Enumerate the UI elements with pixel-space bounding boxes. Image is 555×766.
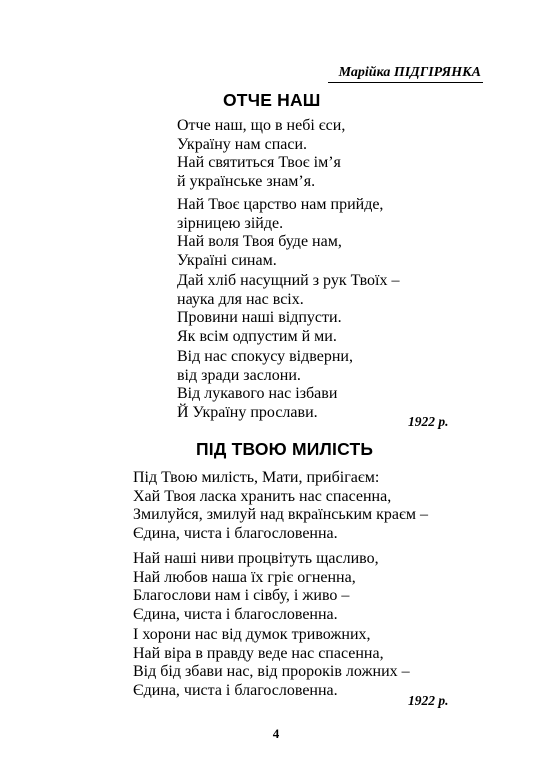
poem-title: ПІД ТВОЮ МИЛІСТЬ: [196, 439, 374, 459]
stanza: [133, 469, 428, 543]
poem-line: Єдина, чиста і благословенна.: [133, 605, 338, 623]
poem-line: Най воля Твоя буде нам,: [177, 233, 342, 250]
poem-line: Як всім одпустим й ми.: [177, 327, 337, 345]
poem-title: ОТЧЕ НАШ: [223, 90, 321, 110]
poem-line: Від лукавого нас ізбави: [177, 385, 338, 402]
poem-line: Най святиться Твоє ім’я: [177, 154, 341, 171]
poem-line: Від нас спокусу відверни,: [177, 348, 353, 365]
poem-line: Україні синам.: [177, 251, 277, 269]
poem-line: Най Твоє царство нам прийде,: [177, 196, 384, 213]
stanza: [177, 348, 353, 422]
poem-line: Най наші ниви процвітуть щасливо,: [133, 550, 379, 567]
stanza: [177, 196, 383, 270]
poem-line: Хай Твоя ласка хранить нас спасенна,: [133, 487, 392, 505]
poem-line: наука для нас всіх.: [177, 290, 304, 308]
poem-line: Під Твою милість, Мати, прибігаєм:: [133, 469, 380, 486]
poem-line: І хорони нас від думок тривожних,: [133, 626, 371, 643]
poem-date: 1922 р.: [408, 414, 449, 429]
poem-line: Єдина, чиста і благословенна.: [133, 524, 338, 542]
header-rule: [328, 82, 483, 83]
stanza: [177, 272, 399, 346]
poem-line: Дай хліб насущний з рук Твоїх –: [177, 272, 400, 289]
poem-line: Україну нам спаси.: [177, 135, 308, 153]
poem-line: Благослови нам і сівбу, і живо –: [133, 587, 350, 604]
poem-line: Єдина, чиста і благословенна.: [133, 681, 338, 699]
poem-date: 1922 р.: [408, 693, 449, 708]
poem-line: й українське знам’я.: [177, 172, 316, 190]
poem-line: Най віра в правду веде нас спасенна,: [133, 644, 384, 662]
poem-line: Провини наші відпусти.: [177, 309, 342, 326]
poem-line: Змилуйся, змилуй над вкраїнським краєм –: [133, 506, 429, 523]
poem-line: Най любов наша їх гріє огненна,: [133, 568, 356, 586]
running-header-author: Марійка ПІДГІРЯНКА: [338, 65, 481, 80]
stanza: [177, 117, 345, 191]
poem-line: Й Україну прослави.: [177, 403, 318, 421]
poem-line: від зради заслони.: [177, 366, 301, 384]
page-number: 4: [272, 726, 280, 741]
poem-line: зірницею зійде.: [177, 214, 284, 232]
poem-line: Отче наш, що в небі єси,: [177, 117, 346, 134]
stanza: [133, 550, 379, 624]
stanza: [133, 626, 410, 700]
poem-line: Від бід збави нас, від пророків ложних –: [133, 663, 410, 680]
